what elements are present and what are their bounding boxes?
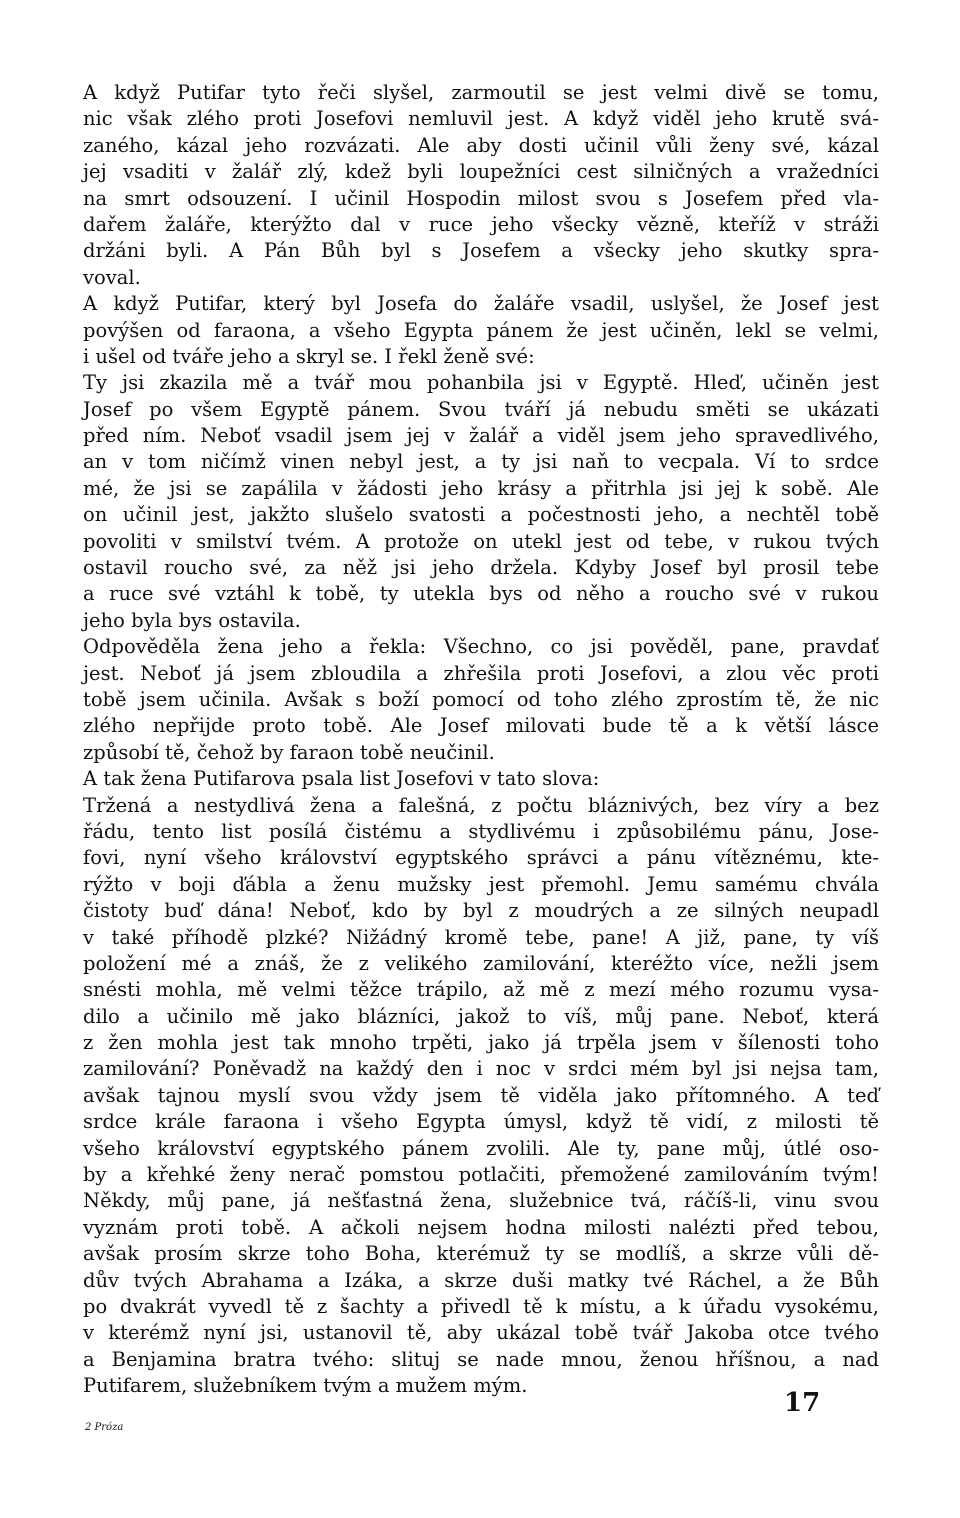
text-line: dův tvých Abrahama a Izáka, a skrze duši matky tvé Ráchel, a že Bůh: [83, 1268, 879, 1292]
text-line: povoliti v smilství tvém. A protože on utekl jest od tebe, v rukou tvých: [83, 529, 879, 553]
text-line: jej vsaditi v žalář zlý, kdež byli loupežníci cest silničných a vražedníci: [83, 160, 879, 184]
text-line: Putifarem, služebníkem tvým a mužem mým.: [83, 1374, 528, 1398]
text-line: Odpověděla žena jeho a řekla: Všechno, co jsi pověděl, pane, pravdať: [83, 635, 879, 659]
paragraph: [83, 634, 879, 766]
paragraph: [83, 80, 879, 291]
text-line: srdce krále faraona i všeho Egypta úmysl, když tě vidí, z milosti tě: [83, 1110, 879, 1134]
text-line: zaného, kázal jeho rozvázati. Ale aby dosti učinil vůli ženy své, kázal: [83, 133, 879, 157]
text-line: položení mé a znáš, že z velikého zamilování, kteréžto více, nežli jsem: [83, 951, 879, 975]
text-line: způsobí tě, čehož by faraon tobě neučinil.: [83, 740, 495, 764]
text-line: ostavil roucho své, za něž jsi jeho držela. Kdyby Josef byl prosil tebe: [83, 556, 879, 580]
text-line: voval.: [83, 265, 141, 289]
text-line: jeho byla bys ostavila.: [83, 608, 301, 632]
text-line: zamilování? Poněvadž na každý den i noc v srdci mém byl jsi nejsa tam,: [83, 1057, 879, 1081]
text-line: dilo a učinilo mě jako blázníci, jakož to víš, můj pane. Neboť, která: [83, 1004, 879, 1028]
text-line: avšak prosím skrze toho Boha, kterémuž ty se modlíš, a skrze vůli dě-: [83, 1242, 879, 1266]
text-line: snésti mohla, mě velmi těžce trápilo, až mě z mezí mého rozumu vysa-: [83, 978, 879, 1002]
text-line: avšak tajnou myslí svou vždy jsem tě viděla jako přítomného. A teď: [83, 1083, 879, 1107]
text-line: v kterémž nyní jsi, ustanovil tě, aby ukázal tobě tvář Jakoba otce tvého: [83, 1321, 879, 1345]
text-line: A když Putifar, který byl Josefa do žaláře vsadil, uslyšel, že Josef jest: [83, 292, 879, 316]
text-line: a Benjamina bratra tvého: slituj se nade mnou, ženou hříšnou, a nad: [83, 1347, 879, 1371]
text-line: a ruce své vztáhl k tobě, ty utekla bys od něho a roucho své v rukou: [83, 582, 879, 606]
text-line: tobě jsem učinila. Avšak s boží pomocí od toho zlého zprostím tě, že nic: [83, 687, 879, 711]
paragraph: [83, 766, 879, 792]
paragraph: [83, 793, 879, 1400]
text-line: Josef po všem Egyptě pánem. Svou tváří já nebudu směti se ukázati: [83, 397, 879, 421]
printer-signature-mark: 2 Próza: [85, 1422, 124, 1433]
text-line: nic však zlého proti Josefovi nemluvil jest. A když viděl jeho krutě svá-: [83, 107, 879, 131]
text-line: an v tom ničímž vinen nebyl jest, a ty jsi naň to vecpala. Ví to srdce: [83, 450, 879, 474]
text-line: všeho království egyptského pánem zvolili. Ale ty, pane můj, útlé oso-: [83, 1136, 879, 1160]
text-line: Tržená a nestydlivá žena a falešná, z počtu bláznivých, bez víry a bez: [83, 793, 879, 817]
text-line: i ušel od tváře jeho a skryl se. I řekl ženě své:: [83, 344, 535, 368]
text-line: před ním. Neboť vsadil jsem jej v žalář a viděl jsem jeho spravedlivého,: [83, 424, 879, 448]
text-line: A tak žena Putifarova psala list Josefovi v tato slova:: [83, 767, 600, 791]
text-line: po dvakrát vyvedl tě z šachty a přivedl tě k místu, a k úřadu vysokému,: [83, 1294, 879, 1318]
text-line: řádu, tento list posílá čistému a stydlivému i způsobilému pánu, Jose-: [83, 819, 879, 843]
text-line: z žen mohla jest tak mnoho trpěti, jako já trpěla jsem v šílenosti toho: [83, 1031, 879, 1055]
text-line: jest. Neboť já jsem zbloudila a zhřešila proti Josefovi, a zlou věc proti: [83, 661, 879, 685]
text-line: Ty jsi zkazila mě a tvář mou pohanbila jsi v Egyptě. Hleď, učiněn jest: [83, 371, 879, 395]
text-line: on učinil jest, jakžto slušelo svatosti a počestnosti jeho, a nechtěl tobě: [83, 503, 879, 527]
text-line: vyznám proti tobě. A ačkoli nejsem hodna milosti nalézti před tebou,: [83, 1215, 879, 1239]
page-number: 17: [784, 1388, 821, 1418]
paragraph: [83, 291, 879, 370]
text-line: fovi, nyní všeho království egyptského správci a pánu vítěznému, kte-: [83, 846, 879, 870]
text-line: v také příhodě plzké? Nižádný kromě tebe, pane! A již, pane, ty víš: [83, 925, 879, 949]
paragraph: [83, 370, 879, 634]
text-line: povýšen od faraona, a všeho Egypta pánem že jest učiněn, lekl se velmi,: [83, 318, 879, 342]
text-line: dařem žaláře, kterýžto dal v ruce jeho všecky vězně, kteříž v stráži: [83, 212, 879, 236]
text-line: na smrt odsouzení. I učinil Hospodin milost svou s Josefem před vla-: [83, 186, 879, 210]
text-line: rýžto v boji ďábla a ženu mužsky jest přemohl. Jemu samému chvála: [83, 872, 879, 896]
text-line: zlého nepřijde proto tobě. Ale Josef milovati bude tě a k větší lásce: [83, 714, 879, 738]
text-line: mé, že jsi se zapálila v žádosti jeho krásy a přitrhla jsi jej k sobě. Ale: [83, 476, 879, 500]
text-line: by a křehké ženy nerač pomstou potlačiti, přemožené zamilováním tvým!: [83, 1163, 879, 1187]
text-line: Někdy, můj pane, já nešťastná žena, služebnice tvá, ráčíš-li, vinu svou: [83, 1189, 879, 1213]
body-text: [83, 80, 879, 1400]
text-line: čistoty buď dána! Neboť, kdo by byl z moudrých a ze silných neupadl: [83, 899, 879, 923]
text-line: A když Putifar tyto řeči slyšel, zarmoutil se jest velmi divě se tomu,: [83, 81, 879, 104]
text-line: držáni byli. A Pán Bůh byl s Josefem a všecky jeho skutky spra-: [83, 239, 879, 263]
